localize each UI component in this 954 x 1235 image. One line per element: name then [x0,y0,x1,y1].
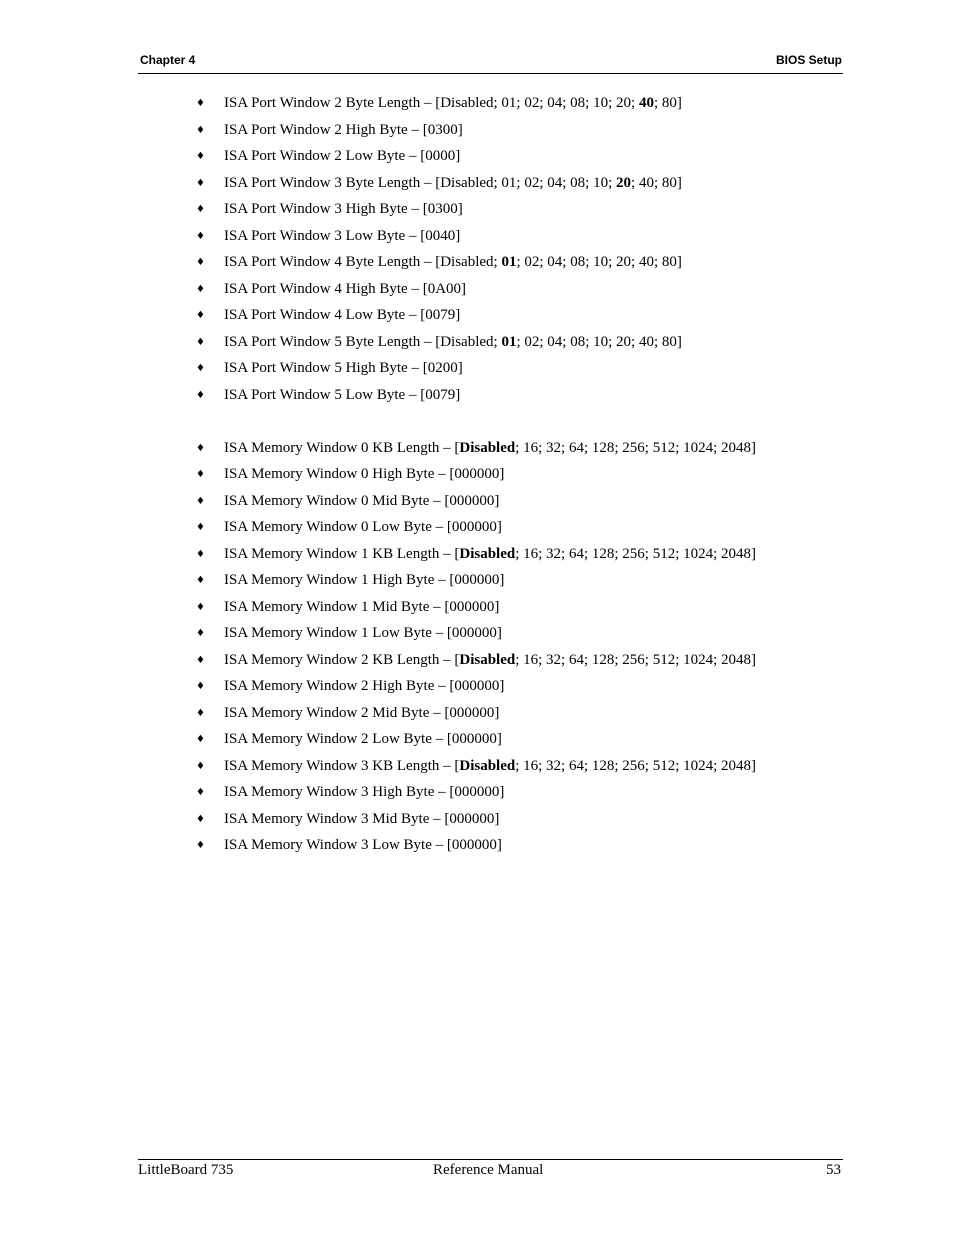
page-number: 53 [826,1162,841,1178]
default-value: Disabled [459,757,516,774]
diamond-bullet-icon: ♦ [196,601,205,613]
list-item-text [224,463,504,485]
text-segment: ISA Port Window 2 Byte Length – [Disabled; 01; 02; 04; 08; 10; 20; [224,95,639,111]
text-segment: ISA Port Window 4 Low Byte – [0079] [224,307,461,323]
text-segment: ; 40; 80] [631,174,682,191]
list-item-text [224,384,460,406]
diamond-bullet-icon: ♦ [196,363,205,374]
default-value: Disabled [459,651,516,668]
list-item-text [224,304,460,326]
footer-product: LittleBoard 735 [138,1162,234,1178]
text-segment: ISA Memory Window 2 Low Byte – [000000] [224,731,502,747]
diamond-bullet-icon: ♦ [196,495,205,507]
diamond-bullet-icon: ♦ [196,124,205,136]
list-item-text [224,834,502,856]
text-segment: ISA Port Window 2 Low Byte – [0000] [224,148,461,164]
list-item-text [224,808,499,830]
list-item-text [224,145,460,167]
footer-manual-title: Reference Manual [433,1162,544,1178]
list-item-text [224,437,756,459]
text-segment: ; 02; 04; 08; 10; 20; 40; 80] [516,254,682,270]
text-segment: ISA Memory Window 1 KB Length – [ [224,545,460,562]
text-segment: ISA Port Window 4 Byte Length – [Disabled; [224,254,502,270]
default-value: Disabled [459,545,516,562]
text-segment: ISA Memory Window 3 KB Length – [ [224,757,460,774]
list-item-text [224,543,756,565]
text-segment: ISA Memory Window 2 KB Length – [ [224,651,460,668]
list-item-text [224,278,466,300]
list-item-text [224,172,682,194]
list-item-text [224,490,499,512]
list-item-text [224,702,499,724]
text-segment: ISA Memory Window 3 Mid Byte – [000000] [224,810,500,827]
diamond-bullet-icon: ♦ [196,681,205,692]
text-segment: ISA Port Window 5 Low Byte – [0079] [224,386,461,403]
text-segment: ; 16; 32; 64; 128; 256; 512; 1024; 2048] [515,545,757,562]
section-label: BIOS Setup [775,53,842,67]
text-segment: ISA Memory Window 1 Low Byte – [000000] [224,625,502,641]
list-item-text [224,622,502,644]
default-value: Disabled [459,439,516,456]
default-value: 40 [638,95,654,111]
text-segment: ; 02; 04; 08; 10; 20; 40; 80] [516,333,682,350]
diamond-bullet-icon: ♦ [196,389,205,401]
diamond-bullet-icon: ♦ [196,707,205,719]
diamond-bullet-icon: ♦ [196,98,205,109]
list-item-text [224,675,504,697]
diamond-bullet-icon: ♦ [196,548,205,560]
text-segment: ISA Port Window 4 High Byte – [0A00] [224,280,467,297]
diamond-bullet-icon: ♦ [196,257,205,268]
diamond-bullet-icon: ♦ [196,230,205,242]
text-segment: ISA Port Window 5 Byte Length – [Disabled; [224,333,502,350]
list-item-text [224,357,463,379]
text-segment: ; 16; 32; 64; 128; 256; 512; 1024; 2048] [515,757,757,774]
diamond-bullet-icon: ♦ [196,151,205,162]
list-item-text [224,755,756,777]
text-segment: ISA Memory Window 3 High Byte – [000000] [224,784,505,800]
diamond-bullet-icon: ♦ [196,654,205,666]
diamond-bullet-icon: ♦ [196,787,205,798]
list-item-text [224,331,682,353]
diamond-bullet-icon: ♦ [196,522,205,533]
text-segment: ISA Port Window 2 High Byte – [0300] [224,121,463,138]
diamond-bullet-icon: ♦ [196,177,205,189]
list-item-text [224,728,502,750]
default-value: 01 [501,254,517,270]
page-footer [138,1159,843,1184]
diamond-bullet-icon: ♦ [196,310,205,321]
text-segment: ISA Memory Window 0 High Byte – [000000] [224,466,505,482]
diamond-bullet-icon: ♦ [196,628,205,639]
text-segment: ISA Memory Window 0 Low Byte – [000000] [224,519,502,535]
list-item-text [224,92,682,114]
diamond-bullet-icon: ♦ [196,734,205,745]
text-segment: ISA Memory Window 0 Mid Byte – [000000] [224,492,500,509]
text-segment: ; 16; 32; 64; 128; 256; 512; 1024; 2048] [515,651,757,668]
text-segment: ISA Port Window 5 High Byte – [0200] [224,360,463,376]
text-segment: ; 80] [653,95,682,111]
list-item-text [224,516,502,538]
diamond-bullet-icon: ♦ [196,204,205,215]
default-value: 20 [616,174,632,191]
diamond-bullet-icon: ♦ [196,336,205,348]
text-segment: ISA Port Window 3 Byte Length – [Disabled; 01; 02; 04; 08; 10; [224,174,617,191]
list-item-text [224,251,682,273]
text-segment: ; 16; 32; 64; 128; 256; 512; 1024; 2048] [515,439,757,456]
text-segment: ISA Memory Window 0 KB Length – [ [224,439,460,456]
diamond-bullet-icon: ♦ [196,840,205,851]
text-segment: ISA Memory Window 2 High Byte – [000000] [224,678,505,694]
list-item-text [224,198,463,220]
text-segment: ISA Memory Window 1 Mid Byte – [000000] [224,598,500,615]
diamond-bullet-icon: ♦ [196,760,205,772]
text-segment: ISA Memory Window 2 Mid Byte – [000000] [224,704,500,721]
diamond-bullet-icon: ♦ [196,283,205,295]
text-segment: ISA Memory Window 1 High Byte – [000000] [224,572,505,588]
text-segment: ISA Memory Window 3 Low Byte – [000000] [224,837,502,853]
diamond-bullet-icon: ♦ [196,575,205,586]
diamond-bullet-icon: ♦ [196,442,205,454]
default-value: 01 [501,333,517,350]
list-item-text [224,119,463,141]
page-header [138,52,843,74]
text-segment: ISA Port Window 3 High Byte – [0300] [224,201,463,217]
list-item-text [224,649,756,671]
text-segment: ISA Port Window 3 Low Byte – [0040] [224,227,461,244]
diamond-bullet-icon: ♦ [196,469,205,480]
chapter-label: Chapter 4 [140,53,196,67]
diamond-bullet-icon: ♦ [196,813,205,825]
list-item-text [224,596,499,618]
list-item-text [224,225,460,247]
list-item-text [224,569,504,591]
list-item-text [224,781,504,803]
